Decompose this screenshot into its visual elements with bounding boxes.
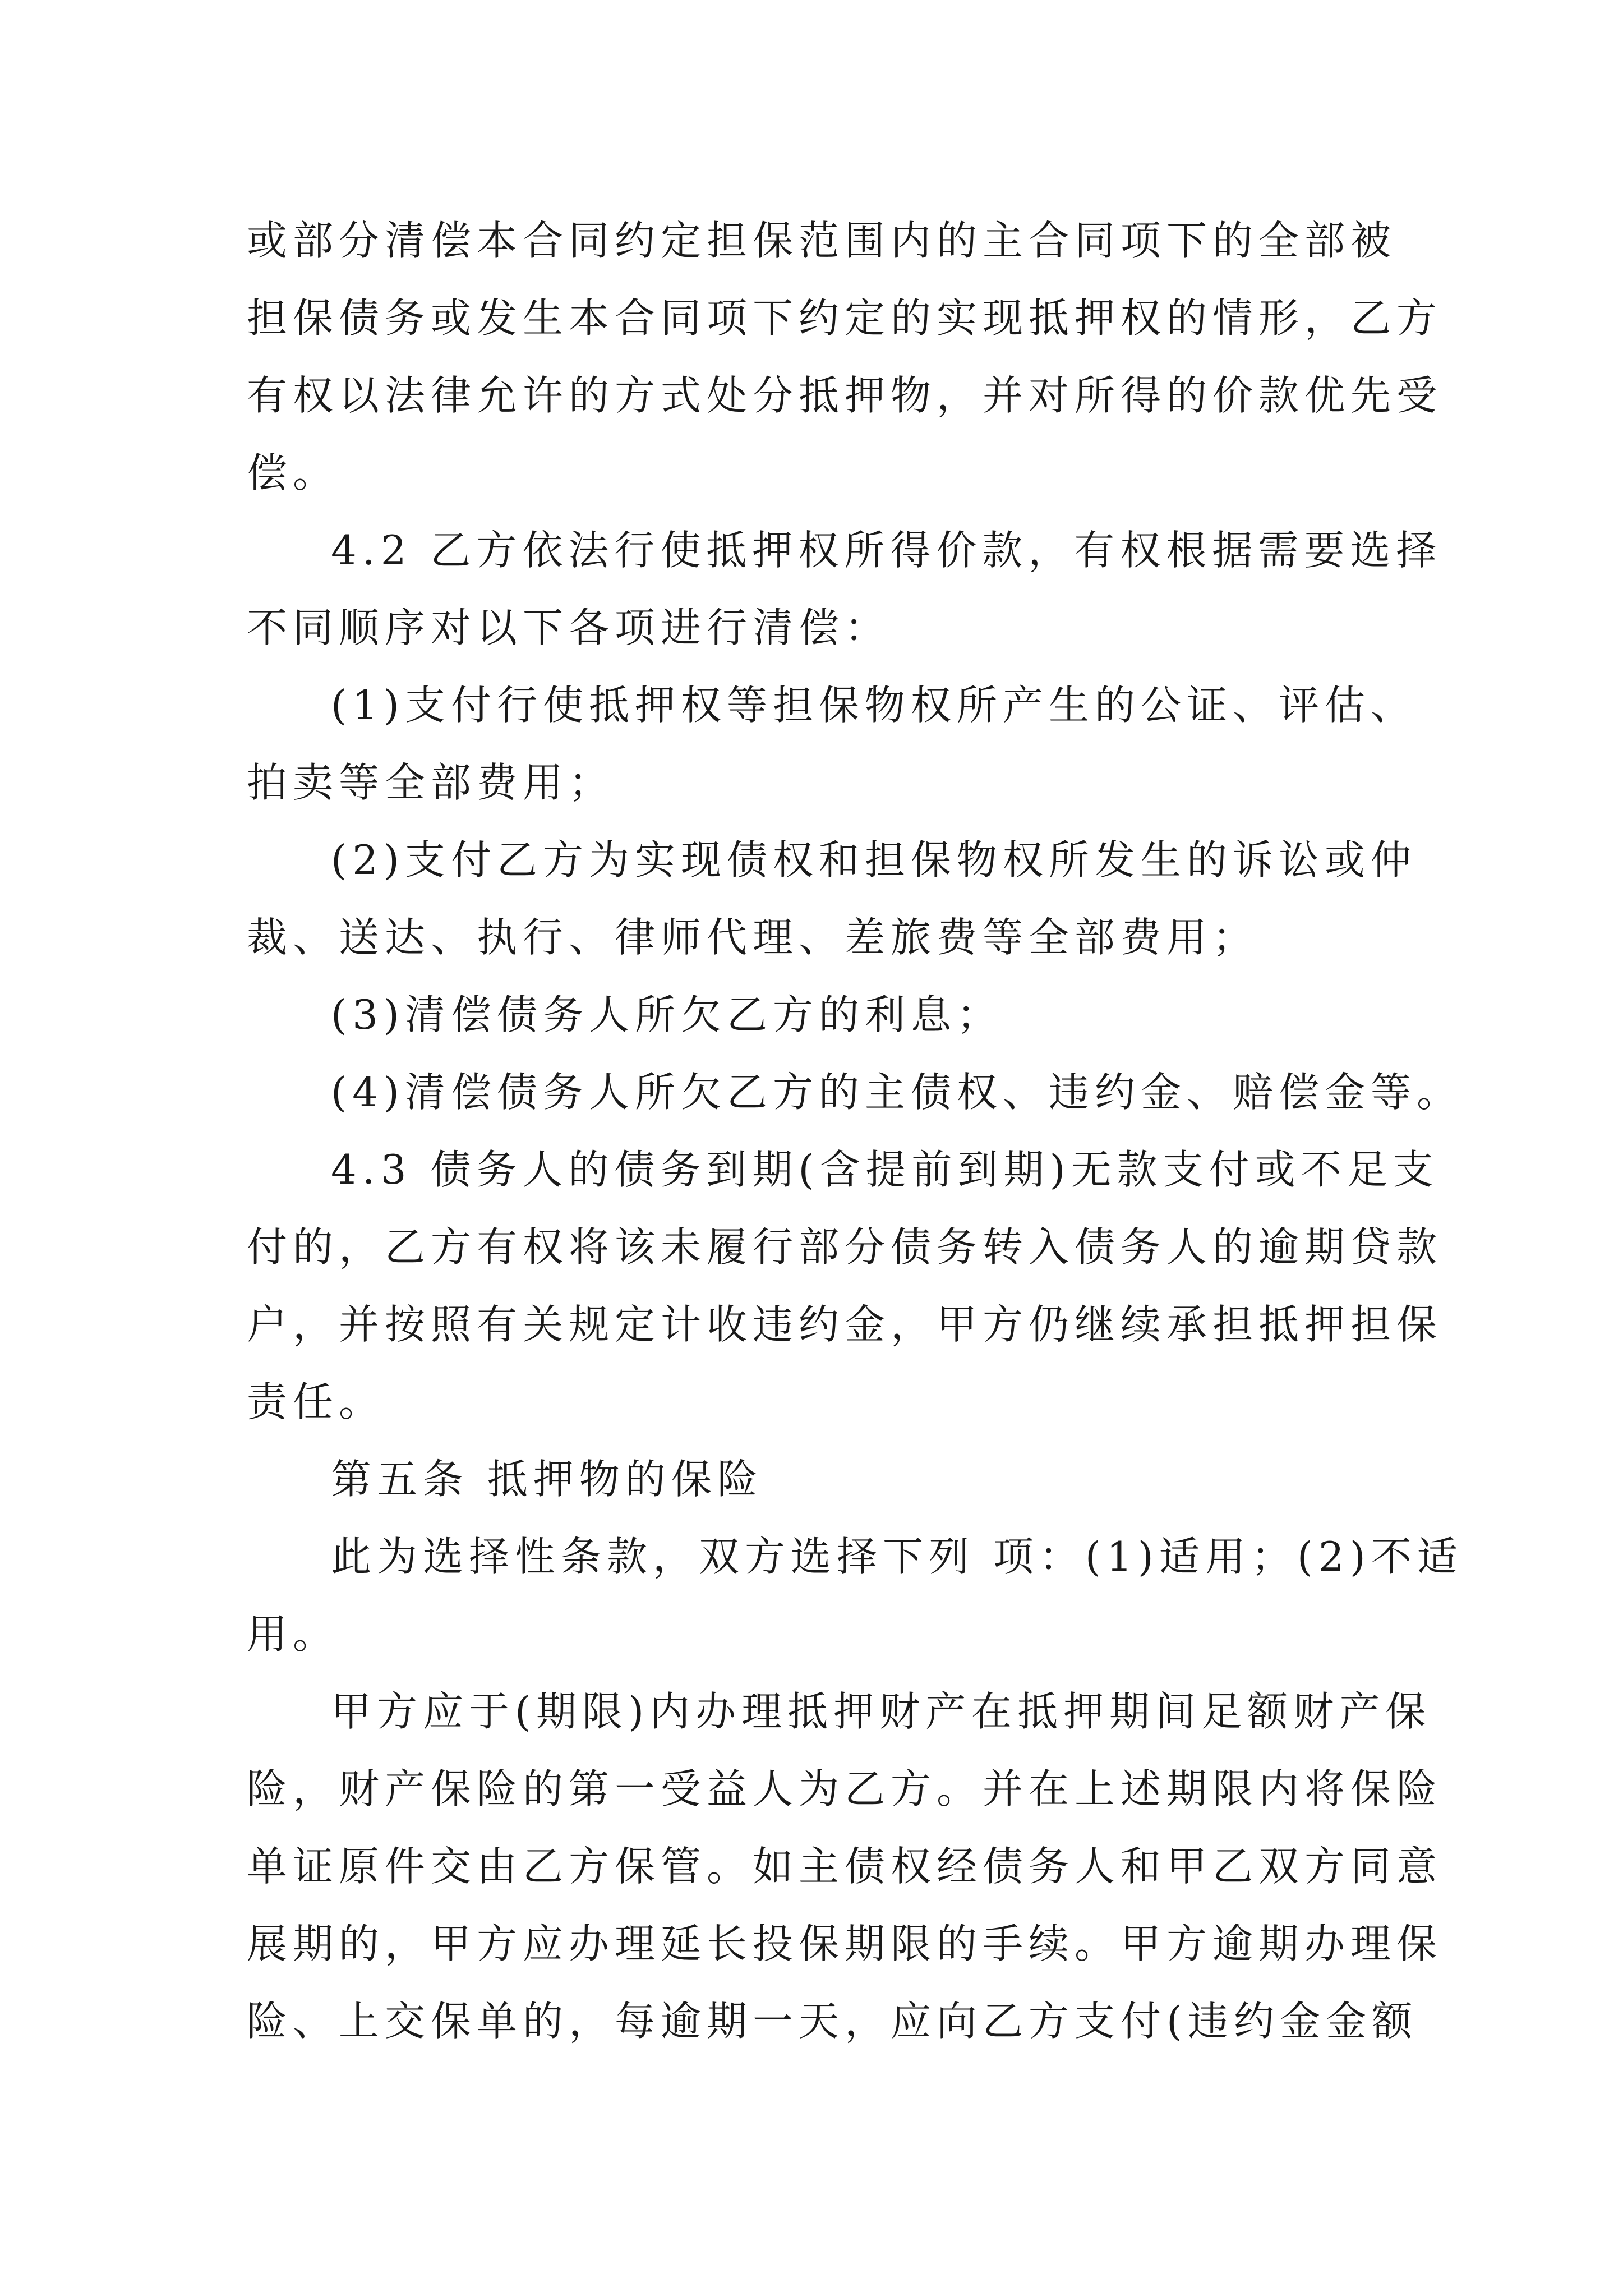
list-item-line: (4)清偿债务人所欠乙方的主债权、违约金、赔偿金等。 [331,1069,1463,1116]
text-line: 有权以法律允许的方式处分抵押物，并对所得的价款优先受 [247,372,1443,419]
text-line: 拍卖等全部费用； [247,759,615,806]
text-line: 展期的，甲方应办理延长投保期限的手续。甲方逾期办理保 [247,1920,1443,1967]
paragraph-start-line: 甲方应于(期限)内办理抵押财产在抵押期间足额财产保 [331,1688,1432,1735]
text-line: 险、上交保单的，每逾期一天，应向乙方支付(违约金金额 [247,1998,1418,2045]
paragraph-start-line: 此为选择性条款，双方选择下列 项：(1)适用；(2)不适 [331,1533,1463,1580]
text-line: 偿。 [247,449,339,496]
text-line: 担保债务或发生本合同项下约定的实现抵押权的情形，乙方 [247,295,1443,342]
text-line: 责任。 [247,1378,385,1425]
text-line: 不同顺序对以下各项进行清偿： [247,604,891,651]
text-line: 裁、送达、执行、律师代理、差旅费等全部费用； [247,914,1259,961]
text-line: 险，财产保险的第一受益人为乙方。并在上述期限内将保险 [247,1765,1443,1812]
text-line: 户，并按照有关规定计收违约金，甲方仍继续承担抵押担保 [247,1301,1443,1348]
list-item-line: (3)清偿债务人所欠乙方的利息； [331,991,1003,1038]
text-line: 用。 [247,1611,339,1658]
document-body [247,202,1463,2060]
paragraph-start-line: 4.3 债务人的债务到期(含提前到期)无款支付或不足支 [331,1146,1439,1193]
section-heading: 第五条 抵押物的保险 [331,1456,763,1503]
text-line: 付的，乙方有权将该未履行部分债务转入债务人的逾期贷款 [247,1223,1443,1271]
text-line: 单证原件交由乙方保管。如主债权经债务人和甲乙双方同意 [247,1843,1443,1890]
paragraph-start-line: 4.2 乙方依法行使抵押权所得价款，有权根据需要选择 [331,527,1442,574]
text-line: 或部分清偿本合同约定担保范围内的主合同项下的全部被 [247,217,1397,264]
list-item-line: (2)支付乙方为实现债权和担保物权所发生的诉讼或仲 [331,836,1417,884]
list-item-line: (1)支付行使抵押权等担保物权所产生的公证、评估、 [331,682,1417,729]
